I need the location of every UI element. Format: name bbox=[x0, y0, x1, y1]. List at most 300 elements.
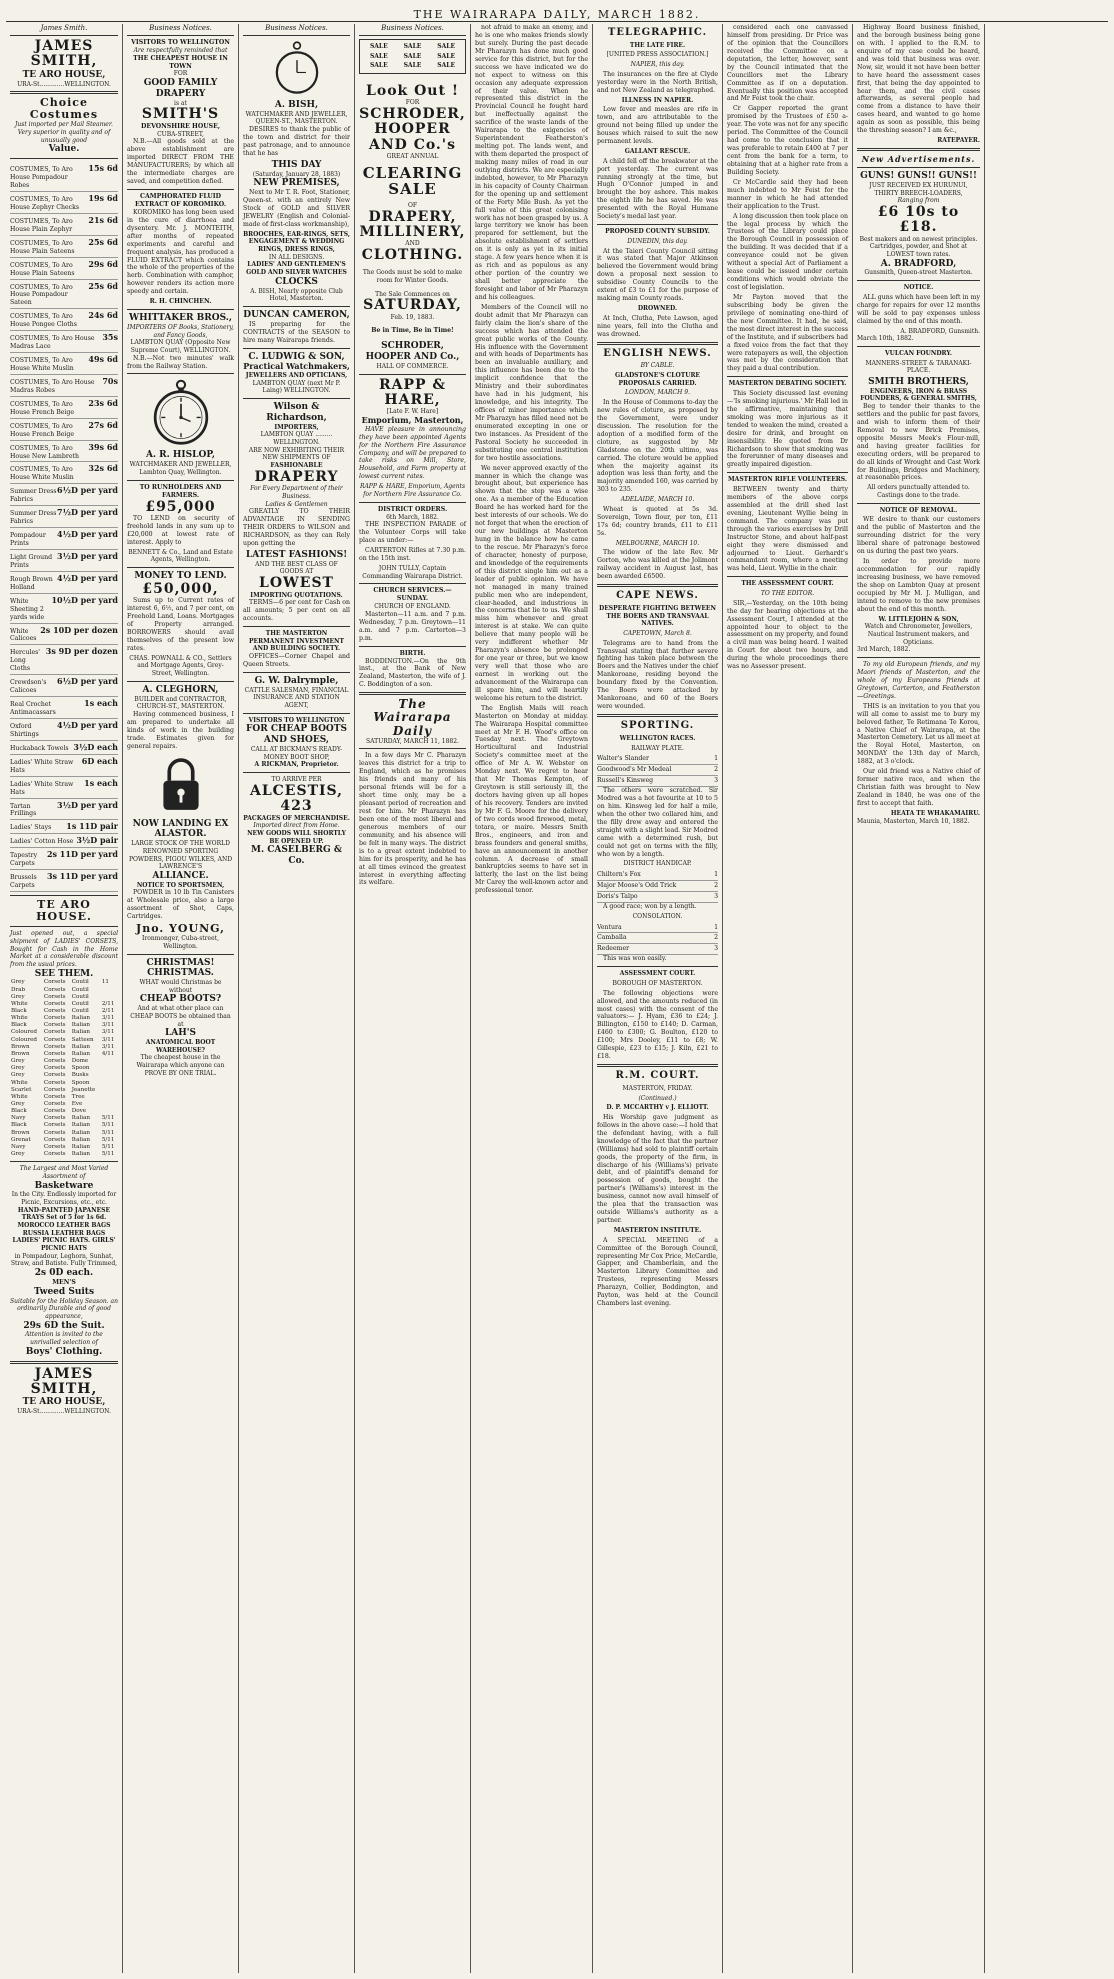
masthead: THE WAIRARAPA DAILY, MARCH 1882. bbox=[6, 8, 1108, 22]
corset-cell: Eve bbox=[71, 1101, 83, 1108]
clocks: CLOCKS bbox=[275, 276, 318, 287]
gun-price: £6 10s to £18. bbox=[877, 203, 960, 236]
mcardle: Cr McCardle said they had been much indebted to Mr Feist for the manner in which he had attended their application to the Trust. bbox=[727, 178, 848, 210]
district-orders: DISTRICT ORDERS. bbox=[377, 505, 448, 513]
costume-row bbox=[10, 162, 118, 192]
this-day: THIS DAY bbox=[271, 159, 322, 170]
baskets-note: In the City. Endlessly imported for Picnic, Excursions, etc., etc. bbox=[11, 1191, 117, 1207]
sale-word: SALE bbox=[369, 52, 388, 60]
corset-cell bbox=[101, 1108, 118, 1115]
placing: 1 bbox=[714, 871, 718, 879]
rm-before: D. P. MCCARTHY v J. ELLIOTT. bbox=[606, 1104, 709, 1112]
corset-cell: Brown bbox=[11, 1050, 30, 1057]
races: WELLINGTON RACES. bbox=[619, 734, 696, 742]
wilson-addr: LAMBTON QUAY ......... WELLINGTON. bbox=[260, 431, 333, 446]
daily-date: SATURDAY, MARCH 11, 1882. bbox=[366, 737, 459, 745]
drowned: DROWNED. bbox=[637, 305, 678, 313]
sporting: SPORTING. bbox=[620, 720, 695, 732]
costume-row bbox=[10, 462, 118, 484]
corset-cell: Italian bbox=[71, 1115, 91, 1122]
maori-greeting: To my old European friends, and my Maori friends of Masterton, and the whole of my Europeans friends at Greytown, Carterton, and Featherston—Greetings. bbox=[857, 661, 980, 700]
corset-cell: Italian bbox=[71, 1022, 91, 1029]
corset-cell: Corsets bbox=[43, 1000, 66, 1007]
ladies-gentlemen: Ladies & Gentlemen bbox=[265, 500, 328, 508]
picnic-price: 2s 0D each. bbox=[34, 1268, 94, 1279]
cheap-boots: CHEAP BOOTS? bbox=[139, 994, 222, 1005]
opened: NEW GOODS WILL SHORTLY BE OPENED UP. bbox=[247, 830, 346, 845]
runholders: TO RUNHOLDERS AND FARMERS. bbox=[139, 483, 222, 499]
goods-row-price: 3½D each bbox=[73, 741, 118, 752]
gladstone-text: In the House of Commons to-day the new rules of cloture, as proposed by the Government, were under discussion. The resolution for the adoption of a modified form of the cloture, as suggested by Mr Gladstone on the 20th ultimo, was carried. The cloture would be applied when the majority against its adoption was less than forty, and the majority amended 160, was carried by 303 to 235. bbox=[597, 399, 718, 494]
rickman: A RICKMAN, Proprietor. bbox=[254, 761, 339, 769]
removal-text: WE desire to thank our customers and the public of Masterton and the surrounding district for the very liberal share of patronage bestowed on us during the past two years. bbox=[857, 516, 980, 556]
placing: 1 bbox=[714, 755, 718, 763]
placing: 2 bbox=[714, 882, 718, 890]
ludwig-addr: LAMBTON QUAY (next Mr P. Laing) WELLINGTON. bbox=[252, 379, 341, 395]
costume-row bbox=[10, 309, 118, 331]
corset-cell: Scarlet bbox=[11, 1086, 32, 1093]
boys-note: Attention is invited to the unrivalled selection of bbox=[25, 1331, 103, 1347]
invitation-2: Our old friend was a Native chief of former native race, and when the Christian faith was brought to New Zealand in 1840, he was one of the first to accept that faith. bbox=[857, 768, 980, 807]
horse-name: Walter's Slander bbox=[597, 755, 649, 763]
goods-row-name: Oxford Shirtings bbox=[10, 722, 39, 738]
column-3 bbox=[238, 24, 354, 1973]
new-premises: NEW PREMISES, bbox=[253, 178, 340, 189]
english-news: ENGLISH NEWS. bbox=[603, 347, 712, 359]
wilson-text: ARE NOW EXHIBITING THEIR NEW SHIPMENTS OF bbox=[248, 446, 345, 462]
corset-cell: White bbox=[11, 1015, 28, 1022]
adelaide: ADELAIDE, MARCH 10. bbox=[620, 496, 695, 504]
guns: GUNS! GUNS!! GUNS!! bbox=[860, 171, 977, 182]
column-6 bbox=[592, 24, 722, 1973]
horse-name: Redeemer bbox=[597, 945, 630, 953]
costume-row-name: COSTUMES, To Aro House French Beige bbox=[10, 400, 75, 416]
te-aro-house: TE ARO HOUSE, bbox=[22, 69, 106, 80]
picnic-hats: LADIES' PICNIC HATS. GIRLS' PICNIC HATS bbox=[12, 1237, 116, 1253]
corset-row bbox=[10, 1015, 118, 1022]
ludwig: C. LUDWIG & SON, bbox=[248, 351, 345, 362]
smith-brothers: SMITH BROTHERS, bbox=[868, 376, 969, 387]
costume-row-name: COSTUMES, To Aro House Zephyr Checks bbox=[10, 196, 80, 211]
gapper: Cr Gapper reported the grant promised by the Trustees of £50 a-year. The vote was not for any specific period. The Committee of the Council had come to the conclusion that it was preferable to retain £400 at 7 per cent from the bank for a term, to obtaining that at a higher rate from a Building Society. bbox=[727, 105, 848, 176]
watch-icon bbox=[269, 40, 325, 96]
cape-sub: DESPERATE FIGHTING BETWEEN THE BOERS AND TRANSVAAL NATIVES. bbox=[599, 604, 716, 628]
money-amount: £50,000, bbox=[142, 580, 219, 597]
corset-row bbox=[10, 1122, 118, 1129]
ludwig-sub: Practical Watchmakers, bbox=[243, 361, 350, 372]
goods-row-price: 4½D per yard bbox=[57, 572, 118, 583]
illness-text: Low fever and measles are rife in town, and are attributable to the ground not being filled up under the houses which raised to suit the new permanent levels. bbox=[597, 106, 718, 146]
costume-row-price: 39s 6d bbox=[88, 441, 118, 452]
district-handicap: DISTRICT HANDICAP. bbox=[623, 860, 692, 868]
corset-row bbox=[10, 1037, 118, 1044]
costume-row-price: 23s 6d bbox=[88, 397, 118, 408]
bish-date: (Saturday, January 28, 1883) bbox=[252, 170, 341, 178]
placing: 2 bbox=[714, 934, 718, 942]
goods-row bbox=[10, 741, 118, 755]
address: URA-St.............WELLINGTON. bbox=[17, 80, 111, 88]
smith-sub: ENGINEERS, IRON & BRASS FOUNDERS, & GENERAL SMITHS, bbox=[860, 387, 977, 403]
bish-text: DESIRES to thank the public of the town and district for their past patronage, and to announce that he has bbox=[243, 126, 350, 157]
melbourne: MELBOURNE, MARCH 10. bbox=[615, 539, 700, 547]
footer-title: JAMES SMITH, bbox=[30, 1365, 98, 1397]
corset-cell: 3/11 bbox=[101, 1015, 115, 1022]
costume-row-name: COSTUMES, To Aro House Madras Robes bbox=[10, 378, 95, 394]
bickman: CALL AT BICKMAN'S READY-MONEY BOOT SHOP, bbox=[250, 745, 343, 761]
corset-cell: 11 bbox=[101, 979, 109, 986]
tweed-note: Suitable for the Holiday Season. an ordinarily Durable and of good appearance, bbox=[10, 1297, 118, 1320]
corset-row bbox=[10, 1001, 118, 1008]
goods-row bbox=[10, 528, 118, 550]
sale-word: SALE bbox=[437, 62, 456, 70]
lahs: LAH'S bbox=[164, 1028, 197, 1039]
goods-list bbox=[10, 484, 118, 892]
costume-row bbox=[10, 236, 118, 258]
goods-row-name: Summer Dress Fabrics bbox=[10, 510, 57, 526]
feature-value: Value. bbox=[48, 144, 80, 155]
whittaker-sub: IMPORTERS OF Books, Stationery, and Fancy Goods, bbox=[127, 323, 234, 339]
birth-text: BODDINGTON.—On the 9th inst., at the Bank of New Zealand, Masterton, the wife of J. C. Boddington of a son. bbox=[359, 657, 466, 689]
corset-row bbox=[10, 1115, 118, 1122]
corset-cell: Tree bbox=[71, 1093, 85, 1100]
carterton: CARTERTON Rifles at 7.30 p.m. on the 15th inst. bbox=[359, 547, 466, 562]
press-assoc: [UNITED PRESS ASSOCIATION.] bbox=[606, 51, 709, 59]
costume-row bbox=[10, 331, 118, 353]
trays: HAND-PAINTED JAPANESE TRAYS Set of 5 for 1s 6d. bbox=[17, 1206, 111, 1222]
goods-row-name: Ladies' Cotton Hose bbox=[10, 838, 74, 846]
column-4 bbox=[354, 24, 470, 1973]
goods-row-name: Tapestry Carpets bbox=[10, 852, 38, 868]
cameron-text: IS preparing for the CONTRACTS of the SEASON to hire many Wairarapa friends. bbox=[243, 320, 350, 344]
corset-cell bbox=[101, 1072, 118, 1079]
loan-note: TO LEND on security of freehold lands in any sum up to £20,000 at lowest rate of interest. Apply to bbox=[127, 514, 234, 546]
discussion: A long discussion then took place on the legal process by which the Trustees of the Library could place the Borough Council in possession of the building. It was decided that if a conveyance could not be given without a special Act of Parliament a lease could be issued under certain conditions which would obviate the cost of legislation. bbox=[727, 212, 848, 291]
consolation-results bbox=[597, 923, 718, 956]
packages-text: PACKAGES OF MERCHANDISE. bbox=[243, 814, 350, 822]
bish: A. BISH, bbox=[274, 99, 319, 110]
picnic-note: in Pompadour, Leghorn, Sunhat, Straw, and Batiste. Fully Trimmed, bbox=[10, 1252, 118, 1268]
corset-cell: Italian bbox=[71, 1029, 91, 1036]
costume-row-name: COSTUMES, To Aro House White Muslin bbox=[10, 466, 74, 482]
corset-cell: Corsets bbox=[43, 1115, 66, 1122]
corset-cell: Coloured bbox=[11, 1029, 37, 1036]
costume-row-price: 25s 6d bbox=[88, 280, 118, 291]
corset-cell bbox=[101, 994, 118, 1001]
costume-row bbox=[10, 419, 118, 441]
corset-cell: Italian bbox=[71, 1136, 91, 1143]
corset-cell: Grey bbox=[11, 1101, 25, 1108]
goods-row-price: 3½D per yard bbox=[57, 550, 118, 561]
corset-cell: 5/11 bbox=[101, 1122, 115, 1129]
corset-row bbox=[10, 987, 118, 994]
local-notes: The English Mails will reach Masterton on Monday at midday. The Wairarapa Hospital committee meet at Mr F. H. Wood's office on Tuesday next. The Greytown Horticultural and Industrial Society's committee meet at the office of Mr A. W. Webster on Monday next. We regret to hear that Mr Thomas Kempton, of Greytown is still seriously ill, the doctors having given up all hopes of his recovery. Tenders are invited by Mr F. G. Moore for the delivery of two cords wood firewood, metal, totara, or maire. Messrs Smith Bros., engineers, and iron and brass founders and general smiths, have an announcement in another column. A decrease of small bankruptcies seems to have set in latterly, the last on the list being Mr Carey the well-known actor and professional tenor. bbox=[475, 704, 588, 895]
corset-cell: Brown bbox=[11, 1129, 30, 1136]
rifle-volunteers: MASTERTON RIFLE VOLUNTEERS. bbox=[728, 476, 847, 484]
and-co: AND Co.'s bbox=[369, 136, 456, 153]
rescue-text: A child fell off the breakwater at the port yesterday. The current was running strongly at the time, but Hugh O'Connor jumped in and brought the boy ashore. This makes the eighth life he has saved. He was presented with the Royal Humane Society's medal last year. bbox=[597, 157, 718, 221]
corset-cell: 3/11 bbox=[101, 1029, 115, 1036]
saturday: SATURDAY, bbox=[363, 297, 462, 314]
goods-row bbox=[10, 848, 118, 870]
ladies-note: Just opened out, a special shipment of LADIES' CORSETS, Bought for Cash in the Home Market at a considerable discount from the usual prices. bbox=[10, 930, 118, 968]
heta: HEATA TE WHAKAMAIRU. bbox=[890, 809, 980, 817]
corset-cell: Corsets bbox=[43, 1108, 66, 1115]
corset-cell bbox=[101, 1058, 118, 1065]
visitors-note: Are respectfully reminded that bbox=[133, 46, 228, 54]
sale-word: SALE bbox=[403, 62, 422, 70]
corset-row bbox=[10, 1101, 118, 1108]
race-result bbox=[597, 892, 718, 903]
corset-cell: Corsets bbox=[43, 1122, 66, 1129]
look-out: Look Out ! bbox=[366, 82, 459, 99]
corset-cell: Brown bbox=[11, 1043, 30, 1050]
corset-cell: Corsets bbox=[43, 1143, 66, 1150]
feb-date: Feb. 19, 1883. bbox=[390, 313, 435, 321]
corset-cell: Navy bbox=[11, 1143, 26, 1150]
corset-cell: Dove bbox=[71, 1108, 87, 1115]
corset-row bbox=[10, 1137, 118, 1144]
corset-cell: Grey bbox=[11, 1065, 25, 1072]
goods-row-name: White Calicoes bbox=[10, 627, 37, 643]
costume-row-name: COSTUMES, To Aro House New Lambreth bbox=[10, 444, 79, 460]
corset-cell: Coutil bbox=[71, 1000, 89, 1007]
goods-row-price: 6½D per yard bbox=[57, 485, 118, 496]
removal-date: 3rd March, 1882. bbox=[857, 646, 911, 654]
money-text: Sums up to Current rates of interest 6, 6½, and 7 per cent, on Freehold Land, Loans. Mortgages of Property arranged. BORROWERS should avail themselves of the present low rates. bbox=[127, 597, 234, 652]
orders: All orders punctually attended to. Castings done to the trade. bbox=[867, 484, 970, 500]
column-8 bbox=[852, 24, 984, 1973]
race-result bbox=[597, 776, 718, 787]
corset-row bbox=[10, 1072, 118, 1079]
race-result bbox=[597, 944, 718, 955]
whittaker-nb: N.B.—Not two minutes' walk from the Railway Station. bbox=[127, 354, 234, 370]
corset-table bbox=[10, 979, 118, 1158]
feature-note: Very superior in quality and of unusually good bbox=[17, 129, 111, 144]
is-at: is at bbox=[174, 99, 187, 107]
col3-head: Business Notices. bbox=[243, 24, 350, 36]
for-label: FOR bbox=[173, 70, 188, 78]
rm-sub: MASTERTON, FRIDAY. bbox=[622, 1084, 693, 1092]
clearing-sale: CLEARING SALE bbox=[362, 163, 463, 199]
corset-row bbox=[10, 1094, 118, 1101]
watches: LADIES' AND GENTLEMEN'S GOLD AND SILVER WATCHES bbox=[246, 261, 347, 277]
goods-row-price: 1s each bbox=[84, 698, 118, 709]
corset-row bbox=[10, 994, 118, 1001]
subsidy: PROPOSED COUNTY SUBSIDY. bbox=[605, 228, 710, 236]
corset-cell: Corsets bbox=[43, 1029, 66, 1036]
capetown: CAPETOWN, March 8. bbox=[623, 629, 692, 637]
brooches: BROOCHES, EAR-RINGS, SETS, bbox=[243, 230, 350, 238]
corset-cell: Italian bbox=[71, 1143, 91, 1150]
goods-row-name: Real Crochet Antimacassars bbox=[10, 701, 56, 717]
lambton: LAMBTON QUAY (Opposite New Supreme Court), WELLINGTON. bbox=[130, 339, 231, 354]
goods-row-name: Tartan Frillings bbox=[10, 802, 37, 818]
corset-cell: Corsets bbox=[43, 1101, 66, 1108]
prove: The cheapest house in the Wairarapa which anyone can PROVE BY ONE TRIAL. bbox=[136, 1054, 225, 1077]
latest-fashions: LATEST FASHIONS! bbox=[245, 549, 348, 560]
corset-cell: Spoon bbox=[71, 1065, 90, 1072]
corset-cell: 5/11 bbox=[101, 1143, 115, 1150]
corset-cell: Black bbox=[11, 1108, 27, 1115]
corset-cell: 5/11 bbox=[101, 1129, 115, 1136]
goods-row bbox=[10, 645, 118, 675]
goods-row-price: 6D each bbox=[81, 755, 118, 766]
james-smith-title: JAMES SMITH, bbox=[30, 37, 98, 70]
placing: 1 bbox=[714, 923, 718, 931]
col1-head: James Smith. bbox=[10, 24, 118, 36]
dalrymple-sub: CATTLE SALESMAN, FINANCIAL INSURANCE AND STATION AGENT, bbox=[244, 686, 349, 710]
removal-text-2: In order to provide more accommodation for our rapidly increasing business, we have removed the shop on Lambton Quay at present occupied by Mr M. J. Mulligan, and intend to remove to the new premises about the end of this month. bbox=[857, 558, 980, 613]
corset-cell: Dome bbox=[71, 1058, 89, 1065]
rm-cont: (Continued.) bbox=[638, 1094, 677, 1102]
costume-list bbox=[10, 162, 118, 484]
importers: IMPORTERS, bbox=[274, 423, 319, 431]
goods-row bbox=[10, 594, 118, 624]
alliance: ALLIANCE. bbox=[152, 870, 209, 881]
corset-cell: Corsets bbox=[43, 1129, 66, 1136]
costume-row bbox=[10, 192, 118, 214]
rescue: GALLANT RESCUE. bbox=[624, 147, 691, 155]
costume-row bbox=[10, 441, 118, 463]
goods-row-price: 10½D per yard bbox=[51, 594, 118, 605]
sportsmen: NOTICE TO SPORTSMEN, bbox=[136, 881, 225, 889]
corset-cell: Coutil bbox=[71, 1007, 89, 1014]
young-sub: Ironmonger, Cuba-street, Wellington. bbox=[142, 935, 219, 950]
costume-row bbox=[10, 375, 118, 397]
corset-cell: Corsets bbox=[43, 1093, 66, 1100]
footer-address: URA-St.............WELLINGTON. bbox=[17, 1408, 111, 1416]
corset-cell: White bbox=[11, 1000, 28, 1007]
notice-text: ALL guns which have been left in my charge for repairs for over 12 months will be sold to pay expenses unless claimed by the end of this month. bbox=[857, 293, 980, 325]
race-result bbox=[597, 870, 718, 881]
goods-row bbox=[10, 719, 118, 741]
hooper: HOOPER bbox=[374, 121, 451, 138]
goods-row-price: 3s 11D per yard bbox=[46, 871, 118, 882]
corset-cell: Corsets bbox=[43, 1043, 66, 1050]
horse-name: Chiltern's Fox bbox=[597, 871, 641, 879]
corset-cell: Coloured bbox=[11, 1036, 37, 1043]
letter: SIR,—Yesterday, on the 10th being the day for hearing objections at the Assessment Court, I attended at the appointed hour to object to the assessment on my property, and found a civil man was being heard. I waited in Court for about two hours, and during the whole proceedings there was no Assessor present. bbox=[727, 599, 848, 671]
corset-cell bbox=[101, 1094, 118, 1101]
baskets-intro: The Largest and Most Varied Assortment of bbox=[19, 1165, 109, 1180]
goods-row bbox=[10, 755, 118, 777]
heta-date: Maunia, Masterton, March 10, 1882. bbox=[857, 817, 970, 825]
costume-row-price: 15s 6d bbox=[88, 163, 118, 174]
corset-row bbox=[10, 1065, 118, 1072]
corset-row bbox=[10, 979, 118, 986]
corset-cell: Satteen bbox=[71, 1036, 94, 1043]
goods-row-price: 4½D per yard bbox=[57, 529, 118, 540]
costume-row-price: 32s 6d bbox=[88, 463, 118, 474]
rifle-text: BETWEEN twenty and thirty members of the above corps assembled at the drill shed last evening, Lieutenant Wyllie being in command. The company was put through the various exercises by Drill Instructor Stone, and about half-past eight they were dismissed and adjourned to Lieut. Gerhardt's commandant room, where a meeting was held, Lieut. Wyllie in the chair. bbox=[727, 486, 848, 573]
goods-row bbox=[10, 484, 118, 506]
corset-cell bbox=[101, 1080, 118, 1087]
designs: IN ALL DESIGNS. bbox=[268, 253, 325, 261]
editorial-start: In a few days Mr C. Pharazyn leaves this district for a trip to England, which as he promises his friends and many of his personal friends will be for a short time only, may be a pleasant period of recreation and rest for him. Mr Pharazyn has been one of the most liberal and generous members of our community, and his absence will be felt in many ways. The district is to a great extent indebted to him for its prosperity, and he has at all times evinced the greatest interest in everything affecting its welfare. bbox=[359, 752, 466, 887]
goods-note: The Goods must be sold to make room for Winter Goods. bbox=[362, 269, 463, 285]
corset-row bbox=[10, 1044, 118, 1051]
railway-results bbox=[597, 754, 718, 787]
pocket-watch-icon bbox=[147, 378, 215, 446]
horse-name: Ventura bbox=[597, 923, 622, 931]
corset-cell: Grey bbox=[11, 979, 25, 986]
editorial-cont: not afraid to make an enemy, and he is one who makes friends slowly but surely. During the past decade Mr Pharazyn has done much good service for this district, but for the success we have indicated we do not expect to witness on this occasion any adequate expression of their value. When he represented this district in the Provincial Council he fought hard but ineffectually against the sacrifice of the waste lands of the Wairarapa to the exigencies of Superintendent Featherston's melting pot. The lands went, and with them departed the prospect of making many miles of road in our outlying districts. We are especially indebted, however, to Mr Pharazyn in his capacity of County Chairman for the opening up and settlement of the Forty Mile Bush. As yet the full value of this great colonising work has not been grasped by us. A large territory we know has been prepared for settlement, but the absolute establishment of settlers on it is only as yet in its initial stage. A few years hence when it is as rich and as populous as any other portion of the country we shall better appreciate the foresight and labor of Mr Pharazyn and his colleagues. bbox=[475, 24, 588, 301]
corset-cell: White bbox=[11, 1079, 28, 1086]
corset-cell: Navy bbox=[11, 1115, 26, 1122]
littlejohn-sub: Watch and Chronometer, Jewellers, Nautical Instrument makers, and Opticians. bbox=[864, 623, 973, 646]
corset-cell: Black bbox=[11, 1022, 27, 1029]
race-result bbox=[597, 754, 718, 765]
cleghorn-text: Having commenced business, I am prepared to undertake all kinds of work in the building trade. Estimates given for general repairs. bbox=[127, 710, 234, 750]
goods-row bbox=[10, 870, 118, 892]
costume-row-price: 49s 6d bbox=[88, 354, 118, 365]
goods-row-price: 6½D per yard bbox=[57, 676, 118, 687]
debating-text: This Society discussed last evening—'Is smoking injurious.' Mr Hall led in the affirmative, maintaining that smoking was more injurious as it tended to weaken the mind, created a desire for drink, and brought on insensibility. He quoted from Dr Richardson to show that smoking was the forerunner of many diseases and greatly impaired digestion. bbox=[727, 389, 849, 469]
goods-row bbox=[10, 572, 118, 594]
premises-text: Next to Mr T. R. Foot, Stationer, Queen-st. with an entirely New Stock of GOLD and SILVER JEWELRY (English and Colonial-made of first-class workmanship), bbox=[243, 189, 350, 228]
goods-row bbox=[10, 550, 118, 572]
corset-cell: 4/11 bbox=[101, 1050, 115, 1057]
camphor-heading: CAMPHORATED FLUID EXTRACT OF KOROMIKO. bbox=[135, 193, 226, 208]
horse-name: Camballa bbox=[597, 934, 627, 942]
corset-cell: Corsets bbox=[43, 1151, 66, 1158]
corset-row bbox=[10, 1080, 118, 1087]
daily-title: The Wairarapa Daily bbox=[373, 697, 452, 738]
padlock-icon bbox=[159, 755, 203, 815]
goods-row-name: Ladies' White Straw Hats bbox=[10, 780, 74, 796]
corset-cell: Corsets bbox=[43, 1022, 66, 1029]
adelaide-text: Wheat is quoted at 5s 3d. Sovereign, Town flour, per ton, £11 17s 6d; country brands, £11 to £11 5s. bbox=[597, 505, 718, 537]
corset-cell: Corsets bbox=[43, 1015, 66, 1022]
napier-text: The insurances on the fire at Clyde yesterday were in the North British, and not New Zealand as telegraphed. bbox=[597, 70, 718, 94]
goods-row-name: Rough Brown Holland bbox=[10, 575, 53, 591]
jno-young: Jno. YOUNG, bbox=[136, 922, 225, 936]
corset-cell: Corsets bbox=[43, 1079, 66, 1086]
drapery: DRAPERY bbox=[254, 468, 339, 485]
rm-text: His Worship gave judgment as follows in the above case:—I hold that the defendant having, with a full knowledge of the fact that the partner (Williams) had sold to plaintiff certain goods, the property of the firm, in discharge of his (Williams's) private debt, and of plaintiff's demand for possession of goods, bought the partner's (Williams's) interest in the business, cannot now avail himself of the plea that the transaction was outside Williams's authority as a partner. bbox=[597, 1113, 718, 1225]
anatomical: ANATOMICAL BOOT WAREHOUSE? bbox=[145, 1039, 216, 1054]
corset-cell: 2/11 bbox=[101, 1000, 115, 1007]
lowest: LOWEST bbox=[259, 575, 334, 592]
corset-cell: 5/11 bbox=[101, 1151, 115, 1158]
littlejohn: W. LITTLEJOHN & SON, bbox=[878, 615, 959, 623]
vulcan-foundry: VULCAN FOUNDRY. bbox=[885, 349, 952, 357]
corset-cell: Busks bbox=[71, 1072, 89, 1079]
arrive-per: TO ARRIVE PER bbox=[271, 776, 322, 784]
good-family-drapery: GOOD FAMILY DRAPERY bbox=[143, 78, 218, 99]
corset-cell: Corsets bbox=[43, 993, 66, 1000]
sale-word: SALE bbox=[403, 52, 422, 60]
corset-cell: 5/11 bbox=[101, 1115, 115, 1122]
subsidy-place: DUNEDIN, this day. bbox=[627, 237, 688, 245]
costume-row-name: COSTUMES, To Aro House Plain Sateens bbox=[10, 261, 75, 277]
greatly: GREATLY TO THEIR ADVANTAGE IN SENDING THEIR ORDERS to WILSON and RICHARDSON, as they can Rely upon getting the bbox=[243, 508, 350, 548]
importing-quotations: IMPORTING QUOTATIONS. bbox=[250, 591, 343, 599]
bradford-sign: A. BRADFORD, Gunsmith. bbox=[900, 327, 980, 335]
packages-count: 423 bbox=[280, 798, 313, 815]
horse-name: Major Moose's Odd Trick bbox=[597, 882, 677, 890]
goods-row-price: 2s 11D per yard bbox=[46, 849, 118, 860]
race-result bbox=[597, 765, 718, 776]
goods-row bbox=[10, 820, 118, 834]
schroder: SCHRODER, bbox=[359, 106, 466, 123]
corset-cell: Black bbox=[11, 1122, 27, 1129]
institute-text: A SPECIAL MEETING of a Committee of the Borough Council, representing Mr Cox Price, McCardle, Gapper, and Chamberlain, and the Masterton Library Committee and Trustees, representing Messrs Pharazyn, Collier, Boddington, and Payton, was held at the Council Chambers last evening. bbox=[597, 1236, 718, 1308]
jewellers-opticians: JEWELLERS AND OPTICIANS, bbox=[245, 371, 348, 379]
goods-row-name: Light Ground Prints bbox=[10, 553, 53, 569]
notice-date: March 10th, 1882. bbox=[857, 335, 914, 343]
corset-row bbox=[10, 1130, 118, 1137]
